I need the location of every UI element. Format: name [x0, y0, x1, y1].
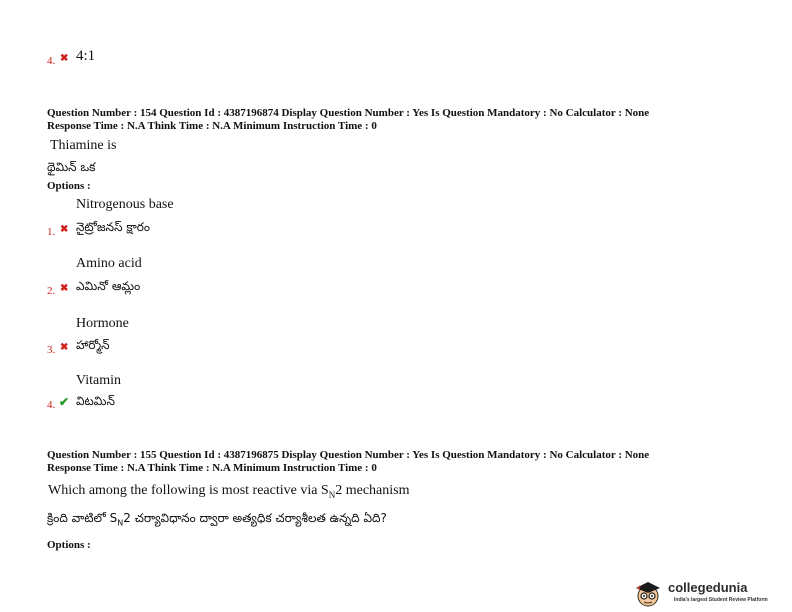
- question-meta-line1: Question Number : 155 Question Id : 4387196875 Display Question Number : Yes Is Question Mandatory : No Calculator : None: [47, 449, 650, 461]
- option-1-text-en: Nitrogenous base: [76, 197, 174, 212]
- question-text-te: థైమిన్ ఒక: [47, 160, 96, 174]
- option-3-number: 3.: [47, 344, 56, 356]
- correct-check-icon: ✔: [59, 395, 70, 409]
- collegedunia-logo: [632, 578, 788, 608]
- logo-name: collegedunia: [668, 580, 748, 595]
- subscript: N: [117, 518, 124, 528]
- wrong-mark-icon: ✖: [60, 53, 69, 64]
- question-text-te-part: క్రింది వాటిలో S: [47, 511, 118, 525]
- option-4-number: 4.: [47, 399, 56, 411]
- question-text-en-part: 2 mechanism: [335, 483, 410, 498]
- question-meta-line1: Question Number : 154 Question Id : 4387196874 Display Question Number : Yes Is Question Mandatory : No Calculator : None: [47, 107, 650, 119]
- question-meta: [47, 107, 649, 133]
- wrong-mark-icon: ✖: [60, 224, 69, 235]
- option-2-text-en: Amino acid: [76, 256, 142, 271]
- question-text-en-part: Which among the following is most reactive via S: [48, 483, 329, 498]
- logo-tagline: India's largest Student Review Platform: [674, 597, 768, 603]
- mascot-icon: [632, 578, 664, 608]
- question-text-te-part: 2 చర్యావిధానం ద్వారా అత్యధిక చర్యాశీలత ఉన్నది ఏది?: [123, 511, 387, 525]
- wrong-mark-icon: ✖: [60, 283, 69, 294]
- option-3-text-en: Hormone: [76, 316, 129, 331]
- subscript: N: [328, 489, 336, 500]
- option-3-text-te: హార్మోన్: [76, 338, 110, 352]
- option-1-number: 1.: [47, 226, 56, 238]
- option-2-text-te: ఎమినో ఆమ్లం: [76, 279, 141, 293]
- question-text-en: Thiamine is: [50, 138, 117, 153]
- option-2-number: 2.: [47, 285, 56, 297]
- options-label: Options :: [47, 180, 91, 192]
- wrong-mark-icon: ✖: [60, 342, 69, 353]
- option-4-text-en: Vitamin: [76, 373, 122, 388]
- question-text-te: [47, 511, 387, 528]
- question-meta-line2: Response Time : N.A Think Time : N.A Minimum Instruction Time : 0: [47, 462, 377, 474]
- question-text-en: [48, 483, 409, 500]
- option-number: 4.: [47, 55, 56, 67]
- option-1-text-te: నైట్రోజనస్ క్షారం: [76, 220, 150, 234]
- option-4-text-te: విటమిన్: [76, 394, 115, 408]
- options-label: Options :: [47, 539, 91, 551]
- question-meta: [47, 449, 649, 475]
- option-text: 4:1: [76, 48, 96, 64]
- question-meta-line2: Response Time : N.A Think Time : N.A Minimum Instruction Time : 0: [47, 120, 377, 132]
